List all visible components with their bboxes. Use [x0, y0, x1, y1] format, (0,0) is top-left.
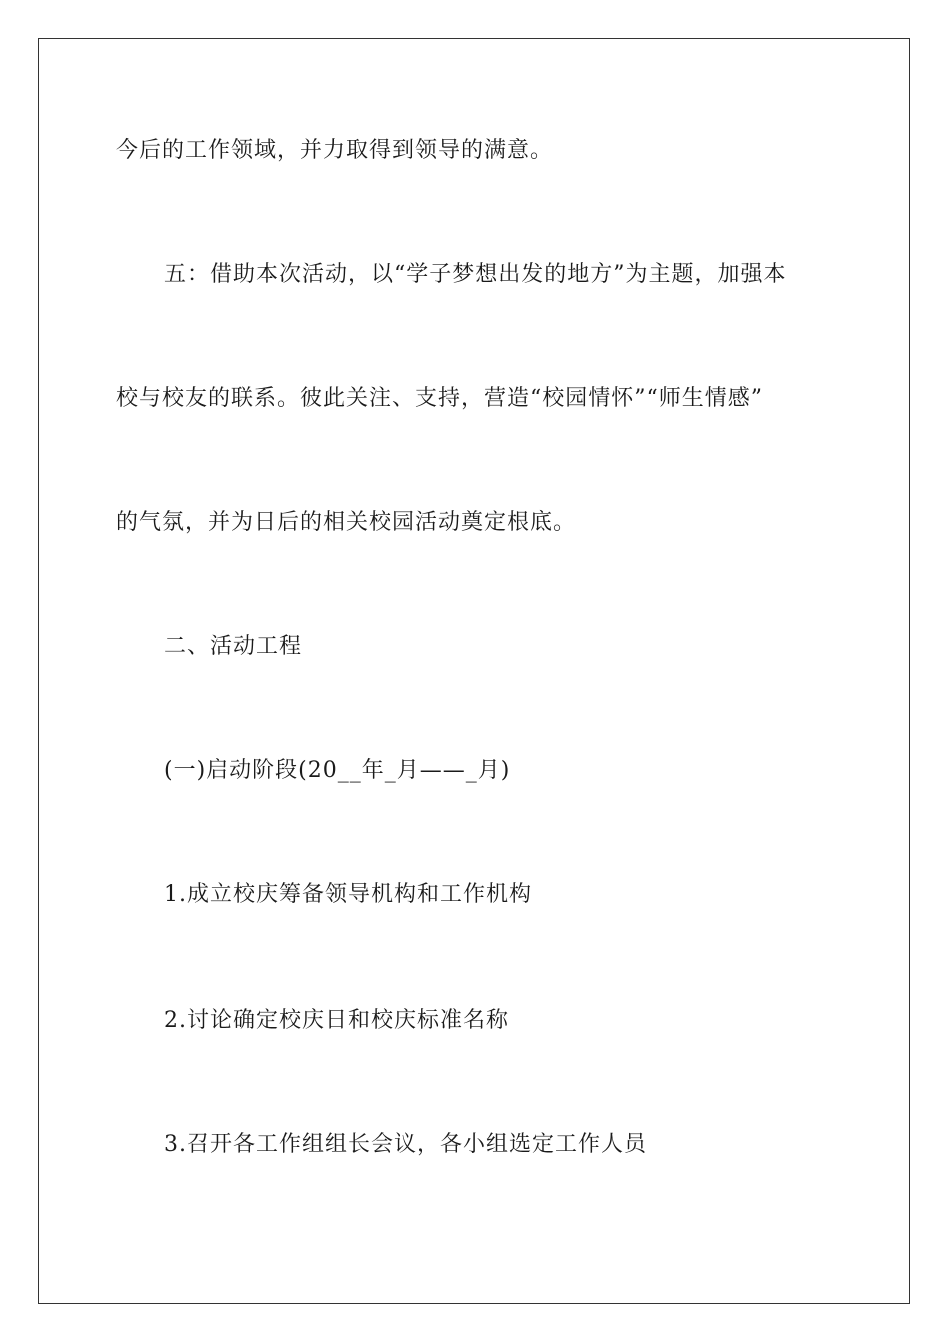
paragraph-line: 今后的工作领域，并力取得到领导的满意。	[116, 138, 554, 163]
paragraph-line: 校与校友的联系。彼此关注、支持，营造“校园情怀”“师生情感”	[116, 386, 763, 411]
paragraph-line: 五：借助本次活动，以“学子梦想出发的地方”为主题，加强本	[164, 262, 787, 287]
list-item: 2.讨论确定校庆日和校庆标准名称	[164, 1008, 509, 1033]
list-item: 3.召开各工作组组长会议，各小组选定工作人员	[164, 1132, 647, 1157]
subsection-heading: (一)启动阶段(20__年_月——_月)	[164, 758, 511, 783]
page-border	[38, 38, 910, 1304]
paragraph-line: 的气氛，并为日后的相关校园活动奠定根底。	[116, 510, 577, 535]
list-item: 1.成立校庆筹备领导机构和工作机构	[164, 882, 532, 907]
section-heading: 二、活动工程	[164, 634, 303, 659]
